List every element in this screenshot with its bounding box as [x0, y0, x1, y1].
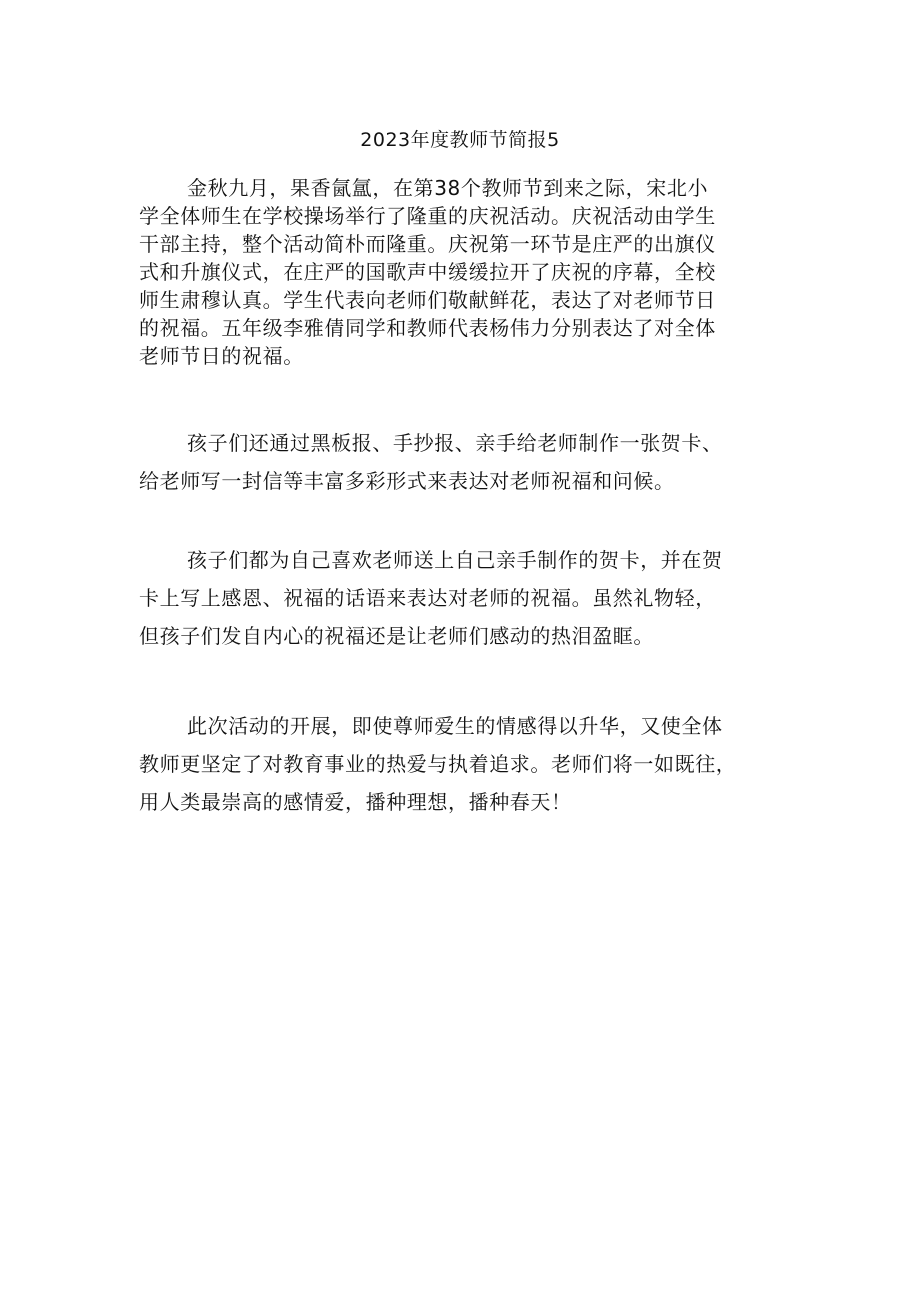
paragraph-line: 孩子们都为自己喜欢老师送上自己亲手制作的贺卡，并在贺	[187, 548, 723, 572]
paragraph-line: 用人类最崇高的感情爱，播种理想，播种春天！	[139, 790, 572, 814]
paragraph-line: 的祝福。五年级李雅倩同学和教师代表杨伟力分别表达了对全体	[139, 316, 716, 340]
paragraph-line: 孩子们还通过黑板报、手抄报、亲手给老师制作一张贺卡、	[187, 431, 723, 455]
paragraph-line: 金秋九月，果香氤氲，在第38个教师节到来之际，宋北小	[187, 176, 709, 200]
paragraph-line: 卡上写上感恩、祝福的话语来表达对老师的祝福。虽然礼物轻，	[139, 586, 716, 610]
paragraph-line: 师生肃穆认真。学生代表向老师们敬献鲜花，表达了对老师节日	[139, 288, 716, 312]
paragraph-greeting-cards	[139, 541, 789, 655]
paragraph-line: 学全体师生在学校操场举行了隆重的庆祝活动。庆祝活动由学生	[139, 204, 716, 228]
paragraph-line: 教师更坚定了对教育事业的热爱与执着追求。老师们将一如既往，	[139, 752, 737, 776]
paragraph-greeting-forms	[139, 424, 789, 500]
paragraph-line: 此次活动的开展，即使尊师爱生的情感得以升华，又使全体	[187, 714, 723, 738]
paragraph-celebration	[139, 174, 789, 370]
paragraph-line: 但孩子们发自内心的祝福还是让老师们感动的热泪盈眶。	[139, 624, 654, 648]
document-title: 2023年度教师节简报5	[360, 129, 560, 151]
paragraph-line: 老师节日的祝福。	[139, 344, 304, 368]
paragraph-line: 给老师写一封信等丰富多彩形式来表达对老师祝福和问候。	[139, 469, 675, 493]
paragraph-line: 式和升旗仪式，在庄严的国歌声中缓缓拉开了庆祝的序幕，全校	[139, 260, 716, 284]
paragraph-conclusion	[139, 707, 789, 821]
paragraph-line: 干部主持，整个活动简朴而隆重。庆祝第一环节是庄严的出旗仪	[139, 232, 716, 256]
